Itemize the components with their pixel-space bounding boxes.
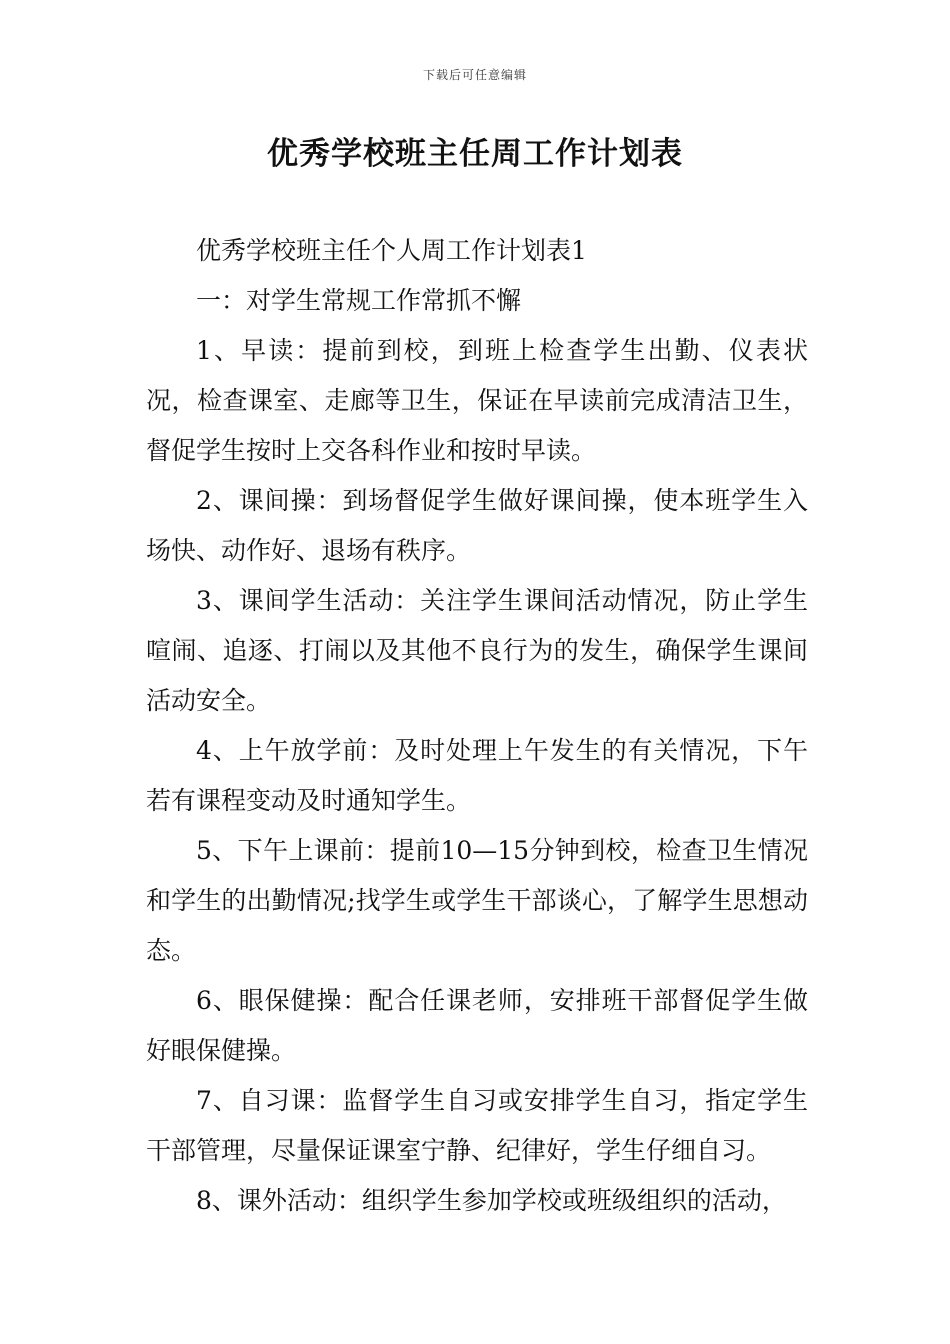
paragraph-item-1: 1、早读：提前到校，到班上检查学生出勤、仪表状况，检查课室、走廊等卫生，保证在早读前完成清洁卫生，督促学生按时上交各科作业和按时早读。 [146, 336, 808, 465]
paragraph-item-3: 3、课间学生活动：关注学生课间活动情况，防止学生喧闹、追逐、打闹以及其他不良行为的发生，确保学生课间活动安全。 [146, 586, 808, 715]
document-title: 优秀学校班主任周工作计划表 [267, 136, 683, 172]
paragraph-item-5: 5、下午上课前：提前10—15分钟到校，检查卫生情况和学生的出勤情况;找学生或学生干部谈心，了解学生思想动态。 [146, 836, 808, 965]
paragraph-item-4: 4、上午放学前：及时处理上午发生的有关情况，下午若有课程变动及时通知学生。 [146, 736, 808, 815]
paragraph-item-2: 2、课间操：到场督促学生做好课间操，使本班学生入场快、动作好、退场有秩序。 [146, 486, 808, 565]
paragraph-item-6: 6、眼保健操：配合任课老师，安排班干部督促学生做好眼保健操。 [146, 986, 808, 1065]
paragraph-item-7: 7、自习课：监督学生自习或安排学生自习，指定学生干部管理，尽量保证课室宁静、纪律好，学生仔细自习。 [146, 1086, 808, 1165]
header-note: 下载后可任意编辑 [422, 68, 527, 82]
paragraph-item-8: 8、课外活动：组织学生参加学校或班级组织的活动， [196, 1186, 787, 1215]
paragraph-section-heading: 一：对学生常规工作常抓不懈 [196, 286, 522, 315]
document-body [146, 226, 808, 1226]
paragraph-subtitle: 优秀学校班主任个人周工作计划表1 [196, 236, 587, 265]
